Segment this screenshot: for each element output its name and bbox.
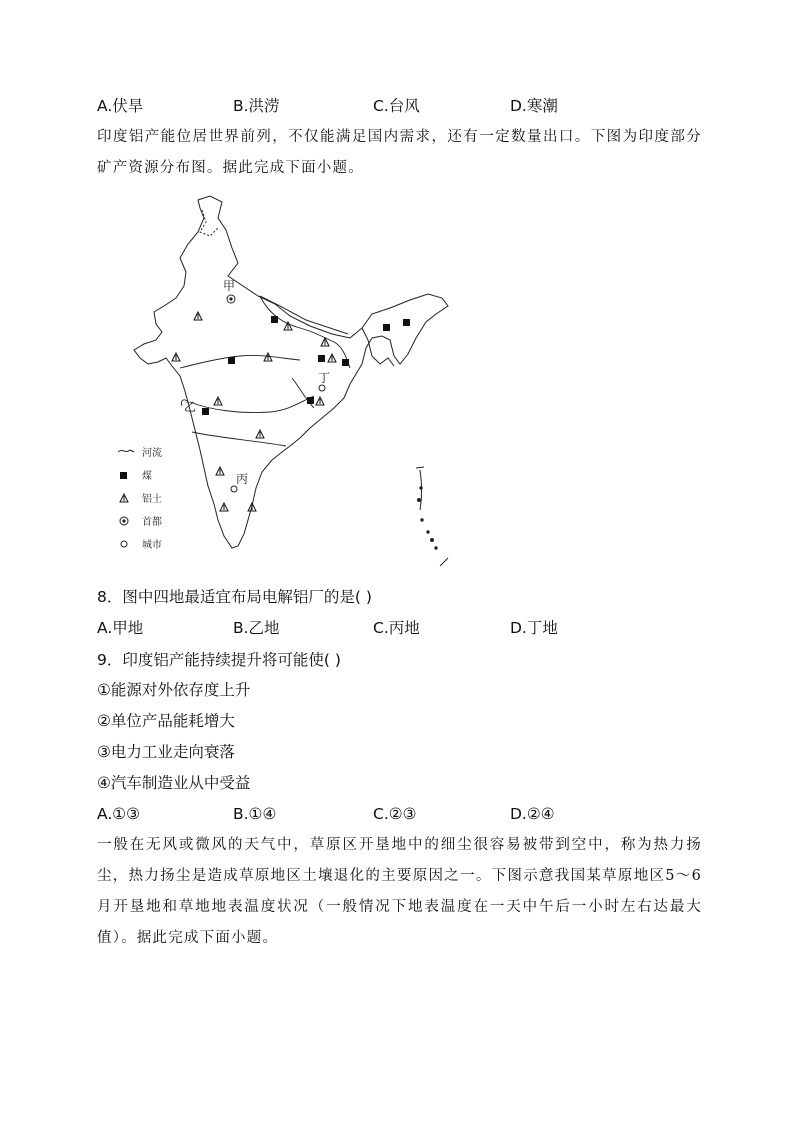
india-mineral-map [110, 188, 460, 568]
svg-text:甲: 甲 [223, 279, 236, 293]
city-ding [318, 371, 330, 391]
city-yi [184, 400, 196, 414]
coal-marker [307, 397, 314, 404]
coal-marker [342, 359, 349, 366]
q8-option-c: C.丙地 [373, 619, 420, 637]
svg-text:河流: 河流 [142, 448, 162, 459]
q7-option-d: D.寒潮 [510, 97, 558, 115]
coal-marker [228, 357, 235, 364]
bauxite-marker [172, 353, 180, 361]
q9-option-c: C.②③ [373, 805, 417, 823]
bauxite-marker [214, 397, 222, 405]
islands [416, 467, 448, 566]
city-bing [231, 472, 248, 492]
q7-option-c: C.台风 [373, 97, 420, 115]
svg-text:首都: 首都 [142, 517, 162, 528]
q8-option-d: D.丁地 [510, 619, 558, 637]
capital-jia [223, 279, 235, 303]
bauxite-marker [216, 467, 224, 475]
bauxite-marker [316, 397, 324, 405]
q8-option-b: B.乙地 [233, 619, 280, 637]
bauxite-marker [256, 430, 264, 438]
coal-marker [202, 408, 209, 415]
coal-marker [403, 319, 410, 326]
q9-option-d: D.②④ [510, 805, 555, 823]
q9-item-4: ④汽车制造业从中受益 [97, 774, 251, 792]
bauxite-marker [220, 503, 228, 511]
bauxite-markers [172, 312, 336, 511]
intro-grassland-paragraph: 一般在无风或微风的天气中，草原区开垦地中的细尘很容易被带到空中，称为热力扬尘，热力扬尘是造成草原地区土壤退化的主要原因之一。下图示意我国某草原地区5～6月开垦地和草地地表温度状况（一般情况下地表温度在一天中午后一小时左右达最大值）。据此完成下面小题。 [97, 837, 702, 946]
coal-marker [271, 316, 278, 323]
coal-marker [383, 324, 390, 331]
svg-text:铝土: 铝土 [142, 494, 162, 505]
intro-india-paragraph: 印度铝产能位居世界前列，不仅能满足国内需求，还有一定数量出口。下图为印度部分矿产资源分布图。据此完成下面小题。 [97, 129, 702, 176]
q8-option-a: A.甲地 [97, 619, 144, 637]
svg-text:丙: 丙 [236, 472, 249, 486]
q7-option-b: B.洪涝 [233, 97, 280, 115]
svg-text:丁: 丁 [318, 371, 331, 385]
india-outline [134, 196, 448, 548]
bauxite-marker [328, 354, 336, 362]
q9-item-3: ③电力工业走向衰落 [97, 743, 235, 761]
coal-marker [318, 355, 325, 362]
q9-option-b: B.①④ [233, 805, 277, 823]
svg-text:煤: 煤 [142, 471, 152, 482]
q9-item-1: ①能源对外依存度上升 [97, 681, 251, 699]
bauxite-marker [194, 312, 202, 320]
svg-text:乙: 乙 [184, 400, 197, 414]
q7-option-a: A.伏旱 [97, 97, 144, 115]
q9-item-2: ②单位产品能耗增大 [97, 712, 235, 730]
map-legend [118, 446, 162, 551]
q9-option-a: A.①③ [97, 805, 141, 823]
svg-text:城市: 城市 [142, 540, 162, 551]
q8-stem: 8．图中四地最适宜布局电解铝厂的是( ) [97, 588, 372, 606]
q9-stem: 9．印度铝产能持续提升将可能使( ) [97, 651, 341, 669]
